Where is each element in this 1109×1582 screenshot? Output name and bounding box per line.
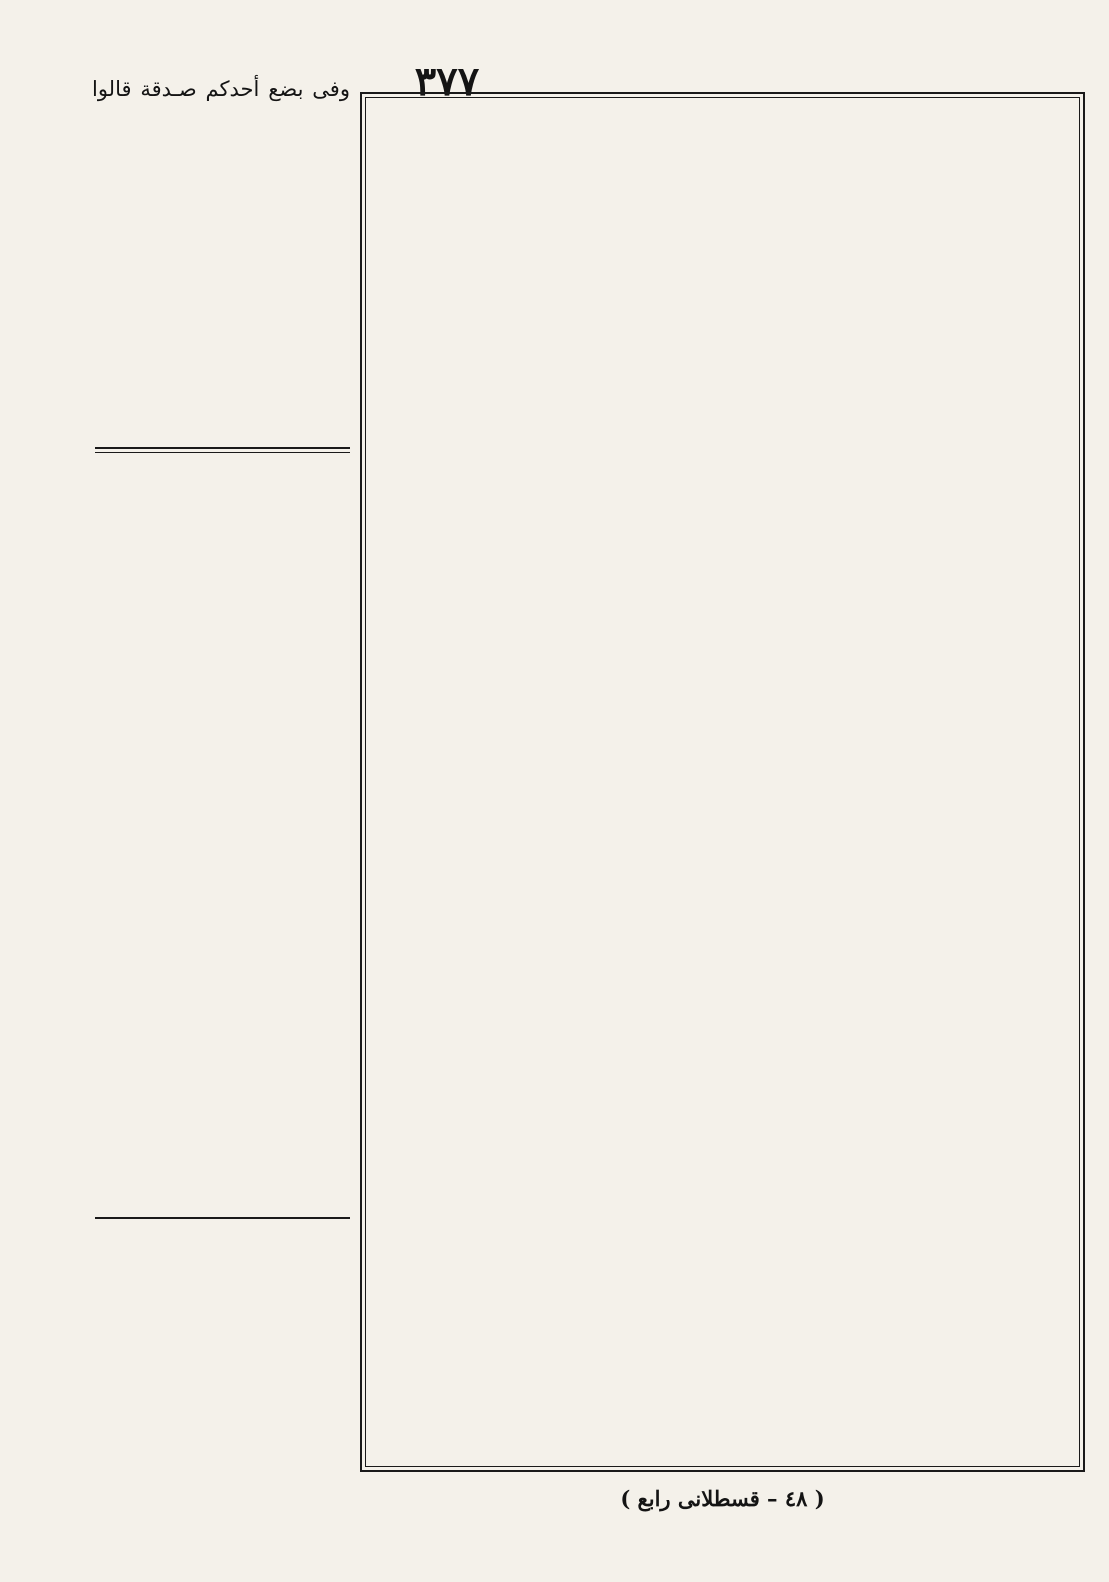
main-text-line: [372, 616, 1074, 650]
footnote-divider-rule: [95, 1217, 350, 1219]
main-text-line: [372, 280, 1074, 314]
margin-gloss-line: [92, 1110, 350, 1144]
margin-gloss-line: [92, 528, 350, 562]
main-text-line: [372, 1355, 1074, 1389]
main-text-line: [372, 1389, 1074, 1423]
footnote-line: [92, 1255, 350, 1285]
footnote-line: [92, 1225, 350, 1255]
main-text-line: [372, 885, 1074, 919]
main-text-line: [372, 683, 1074, 717]
margin-gloss-line: [92, 939, 350, 973]
margin-gloss-line: [92, 1041, 350, 1075]
main-commentary-text: [372, 112, 1074, 1462]
main-text-line: [372, 146, 1074, 180]
main-text-line: [372, 1187, 1074, 1221]
footnote-line: [92, 1315, 350, 1345]
main-text-line: [372, 817, 1074, 851]
main-text-line: [372, 918, 1074, 952]
main-text-line: [372, 1321, 1074, 1355]
margin-gloss-line: [92, 836, 350, 870]
signature-mark: ( ٤٨ – قسطلانى رابع ): [620, 1486, 825, 1511]
margin-gloss-line: [92, 597, 350, 631]
margin-gloss-line: [92, 870, 350, 904]
margin-gloss-line: [92, 494, 350, 528]
margin-hadith-line: [92, 208, 350, 242]
margin-gloss-line: [92, 1144, 350, 1178]
main-text-line: [372, 750, 1074, 784]
margin-hadith-line: [92, 344, 350, 378]
margin-gloss-line: [92, 1007, 350, 1041]
main-text-line: [372, 1288, 1074, 1322]
margin-hadith-line: [92, 412, 350, 446]
main-text-line: [372, 482, 1074, 516]
margin-gloss-line: [92, 1178, 350, 1212]
footnote-line: [92, 1435, 350, 1465]
margin-divider-rule-thin: [95, 452, 350, 453]
main-text-line: [372, 381, 1074, 415]
margin-gloss-line: [92, 973, 350, 1007]
footnote-line: [92, 1375, 350, 1405]
margin-gloss-line: [92, 768, 350, 802]
main-text-line: [372, 112, 1074, 146]
margin-hadith-line: وفى بضع أحدكم صـدقة قالوا: [92, 77, 350, 101]
main-text-line: [372, 1254, 1074, 1288]
footnote-line: [92, 1285, 350, 1315]
main-text-line: [372, 1120, 1074, 1154]
main-text-line: [372, 515, 1074, 549]
main-text-line: [372, 179, 1074, 213]
main-text-line: [372, 549, 1074, 583]
main-text-line: [372, 582, 1074, 616]
margin-hadith-line: [92, 378, 350, 412]
main-text-line: [372, 851, 1074, 885]
footnote-line: [92, 1405, 350, 1435]
margin-hadith-line: [92, 140, 350, 174]
main-text-line: [372, 1053, 1074, 1087]
main-text-line: [372, 952, 1074, 986]
main-text-line: [372, 314, 1074, 348]
main-text-line: [372, 246, 1074, 280]
margin-gloss-line: [92, 699, 350, 733]
main-text-line: [372, 1019, 1074, 1053]
margin-hadith-line: [92, 106, 350, 140]
margin-divider-rule: [95, 447, 350, 449]
margin-hadith-line: [92, 242, 350, 276]
main-text-line: [372, 985, 1074, 1019]
page-number: ٣٧٧: [414, 58, 480, 105]
margin-hadith-line: [92, 310, 350, 344]
main-text-line: [372, 1086, 1074, 1120]
main-text-line: [372, 448, 1074, 482]
margin-footnotes: [92, 1225, 350, 1470]
margin-hadith-line: [92, 174, 350, 208]
main-text-line: [372, 414, 1074, 448]
margin-gloss-line: [92, 734, 350, 768]
main-text-line: [372, 717, 1074, 751]
main-text-line: [372, 1221, 1074, 1255]
main-text-line: [372, 1153, 1074, 1187]
margin-hadith-line: [92, 276, 350, 310]
main-text-line: [372, 784, 1074, 818]
margin-hadith-text: [92, 72, 350, 447]
footnote-line: [92, 1345, 350, 1375]
margin-gloss-line: [92, 802, 350, 836]
margin-gloss-line: [92, 665, 350, 699]
main-text-line: [372, 213, 1074, 247]
main-text-line: [372, 1422, 1074, 1456]
main-text-line: [372, 650, 1074, 684]
margin-gloss-line: [92, 460, 350, 494]
margin-gloss-line: [92, 631, 350, 665]
margin-gloss-text: [92, 460, 350, 1215]
margin-gloss-line: [92, 1075, 350, 1109]
margin-gloss-line: [92, 904, 350, 938]
margin-gloss-line: [92, 563, 350, 597]
main-text-line: [372, 347, 1074, 381]
